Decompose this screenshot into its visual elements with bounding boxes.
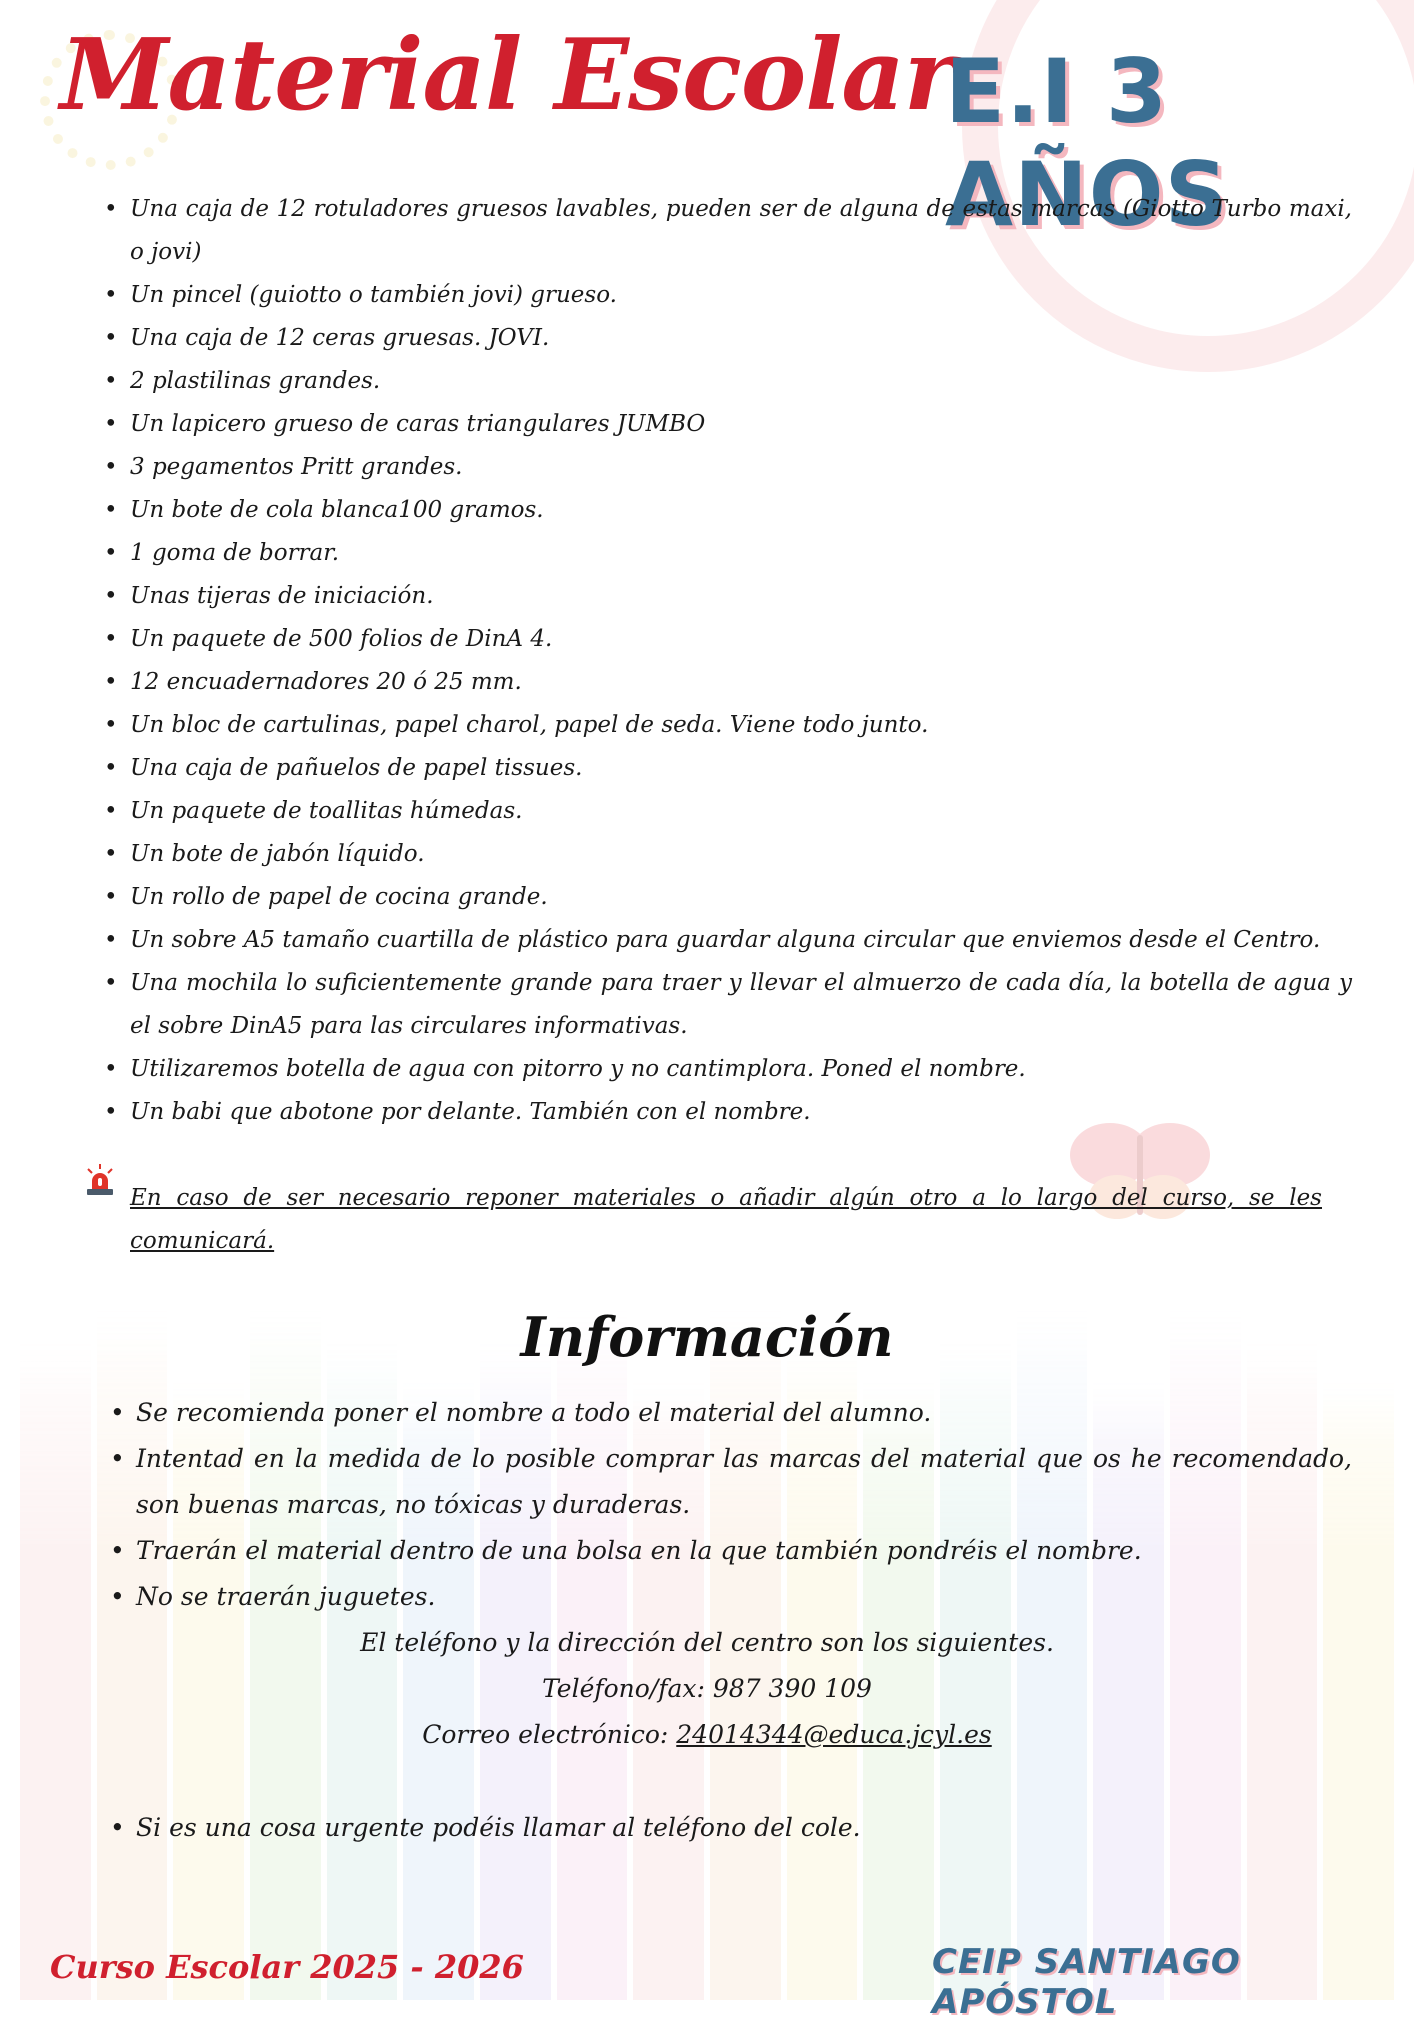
phone-line: Teléfono/fax: 987 390 109 <box>542 1674 872 1703</box>
replacement-note: En caso de ser necesario reponer materiales o añadir algún otro a lo largo del curso, se les comunicará. <box>130 1185 1322 1254</box>
list-item: • Un bloc de cartulinas, papel charol, papel de seda. Viene todo junto. <box>130 704 1352 747</box>
list-item: • Un lapicero grueso de caras triangulares JUMBO <box>130 403 1352 446</box>
grade-heading: E.I 3 AÑOS <box>945 40 1229 246</box>
material-list <box>100 188 1352 1134</box>
list-item: • Utilizaremos botella de agua con pitorro y no cantimplora. Poned el nombre. <box>130 1048 1352 1091</box>
list-item: • Un babi que abotone por delante. También con el nombre. <box>130 1091 1352 1134</box>
list-item: • Un rollo de papel de cocina grande. <box>130 876 1352 919</box>
contact-intro: El teléfono y la dirección del centro son los siguientes. <box>360 1628 1054 1657</box>
school-name: CEIP SANTIAGO APÓSTOL <box>932 1942 1241 2022</box>
list-item: • Un sobre A5 tamaño cuartilla de plástico para guardar alguna circular que enviemos desde el Centro. <box>130 919 1352 962</box>
list-item: • Un bote de jabón líquido. <box>130 833 1352 876</box>
list-item: • Se recomienda poner el nombre a todo el material del alumno. <box>136 1390 1352 1436</box>
list-item: • Intentad en la medida de lo posible comprar las marcas del material que os he recomendado, son buenas marcas, no tóxicas y duraderas. <box>136 1436 1352 1528</box>
page-title: Material Escolar <box>60 18 955 133</box>
info-list <box>106 1390 1352 1620</box>
list-item: • Un paquete de 500 folios de DinA 4. <box>130 618 1352 661</box>
list-item: • Una caja de 12 rotuladores gruesos lavables, pueden ser de alguna de estas marcas (Giotto Turbo maxi, o jovi) <box>130 188 1352 274</box>
siren-icon <box>84 1163 116 1197</box>
list-item: • Un paquete de toallitas húmedas. <box>130 790 1352 833</box>
list-item: • 2 plastilinas grandes. <box>130 360 1352 403</box>
school-year: Curso Escolar 2025 - 2026 <box>50 1948 524 1986</box>
email-line <box>0 1712 1414 1758</box>
list-item: • No se traerán juguetes. <box>136 1574 1352 1620</box>
list-item: • Unas tijeras de iniciación. <box>130 575 1352 618</box>
contact-block <box>0 1620 1414 1758</box>
list-item: • Si es una cosa urgente podéis llamar al teléfono del cole. <box>136 1805 1352 1851</box>
list-item: • Una caja de 12 ceras gruesas. JOVI. <box>130 317 1352 360</box>
list-item: • 1 goma de borrar. <box>130 532 1352 575</box>
list-item: • Un pincel (guiotto o también jovi) grueso. <box>130 274 1352 317</box>
list-item: • Un bote de cola blanca100 gramos. <box>130 489 1352 532</box>
list-item: • Una caja de pañuelos de papel tissues. <box>130 747 1352 790</box>
list-item: • Traerán el material dentro de una bolsa en la que también pondréis el nombre. <box>136 1528 1352 1574</box>
info-title: Información <box>520 1305 894 1369</box>
list-item: • 3 pegamentos Pritt grandes. <box>130 446 1352 489</box>
urgent-list <box>106 1805 1352 1851</box>
list-item: • 12 encuadernadores 20 ó 25 mm. <box>130 661 1352 704</box>
list-item: • Una mochila lo suficientemente grande para traer y llevar el almuerzo de cada día, la botella de agua y el sobre DinA5 para las circulares informativas. <box>130 962 1352 1048</box>
email-link[interactable]: 24014344@educa.jcyl.es <box>676 1720 992 1749</box>
email-label: Correo electrónico: <box>422 1720 677 1749</box>
